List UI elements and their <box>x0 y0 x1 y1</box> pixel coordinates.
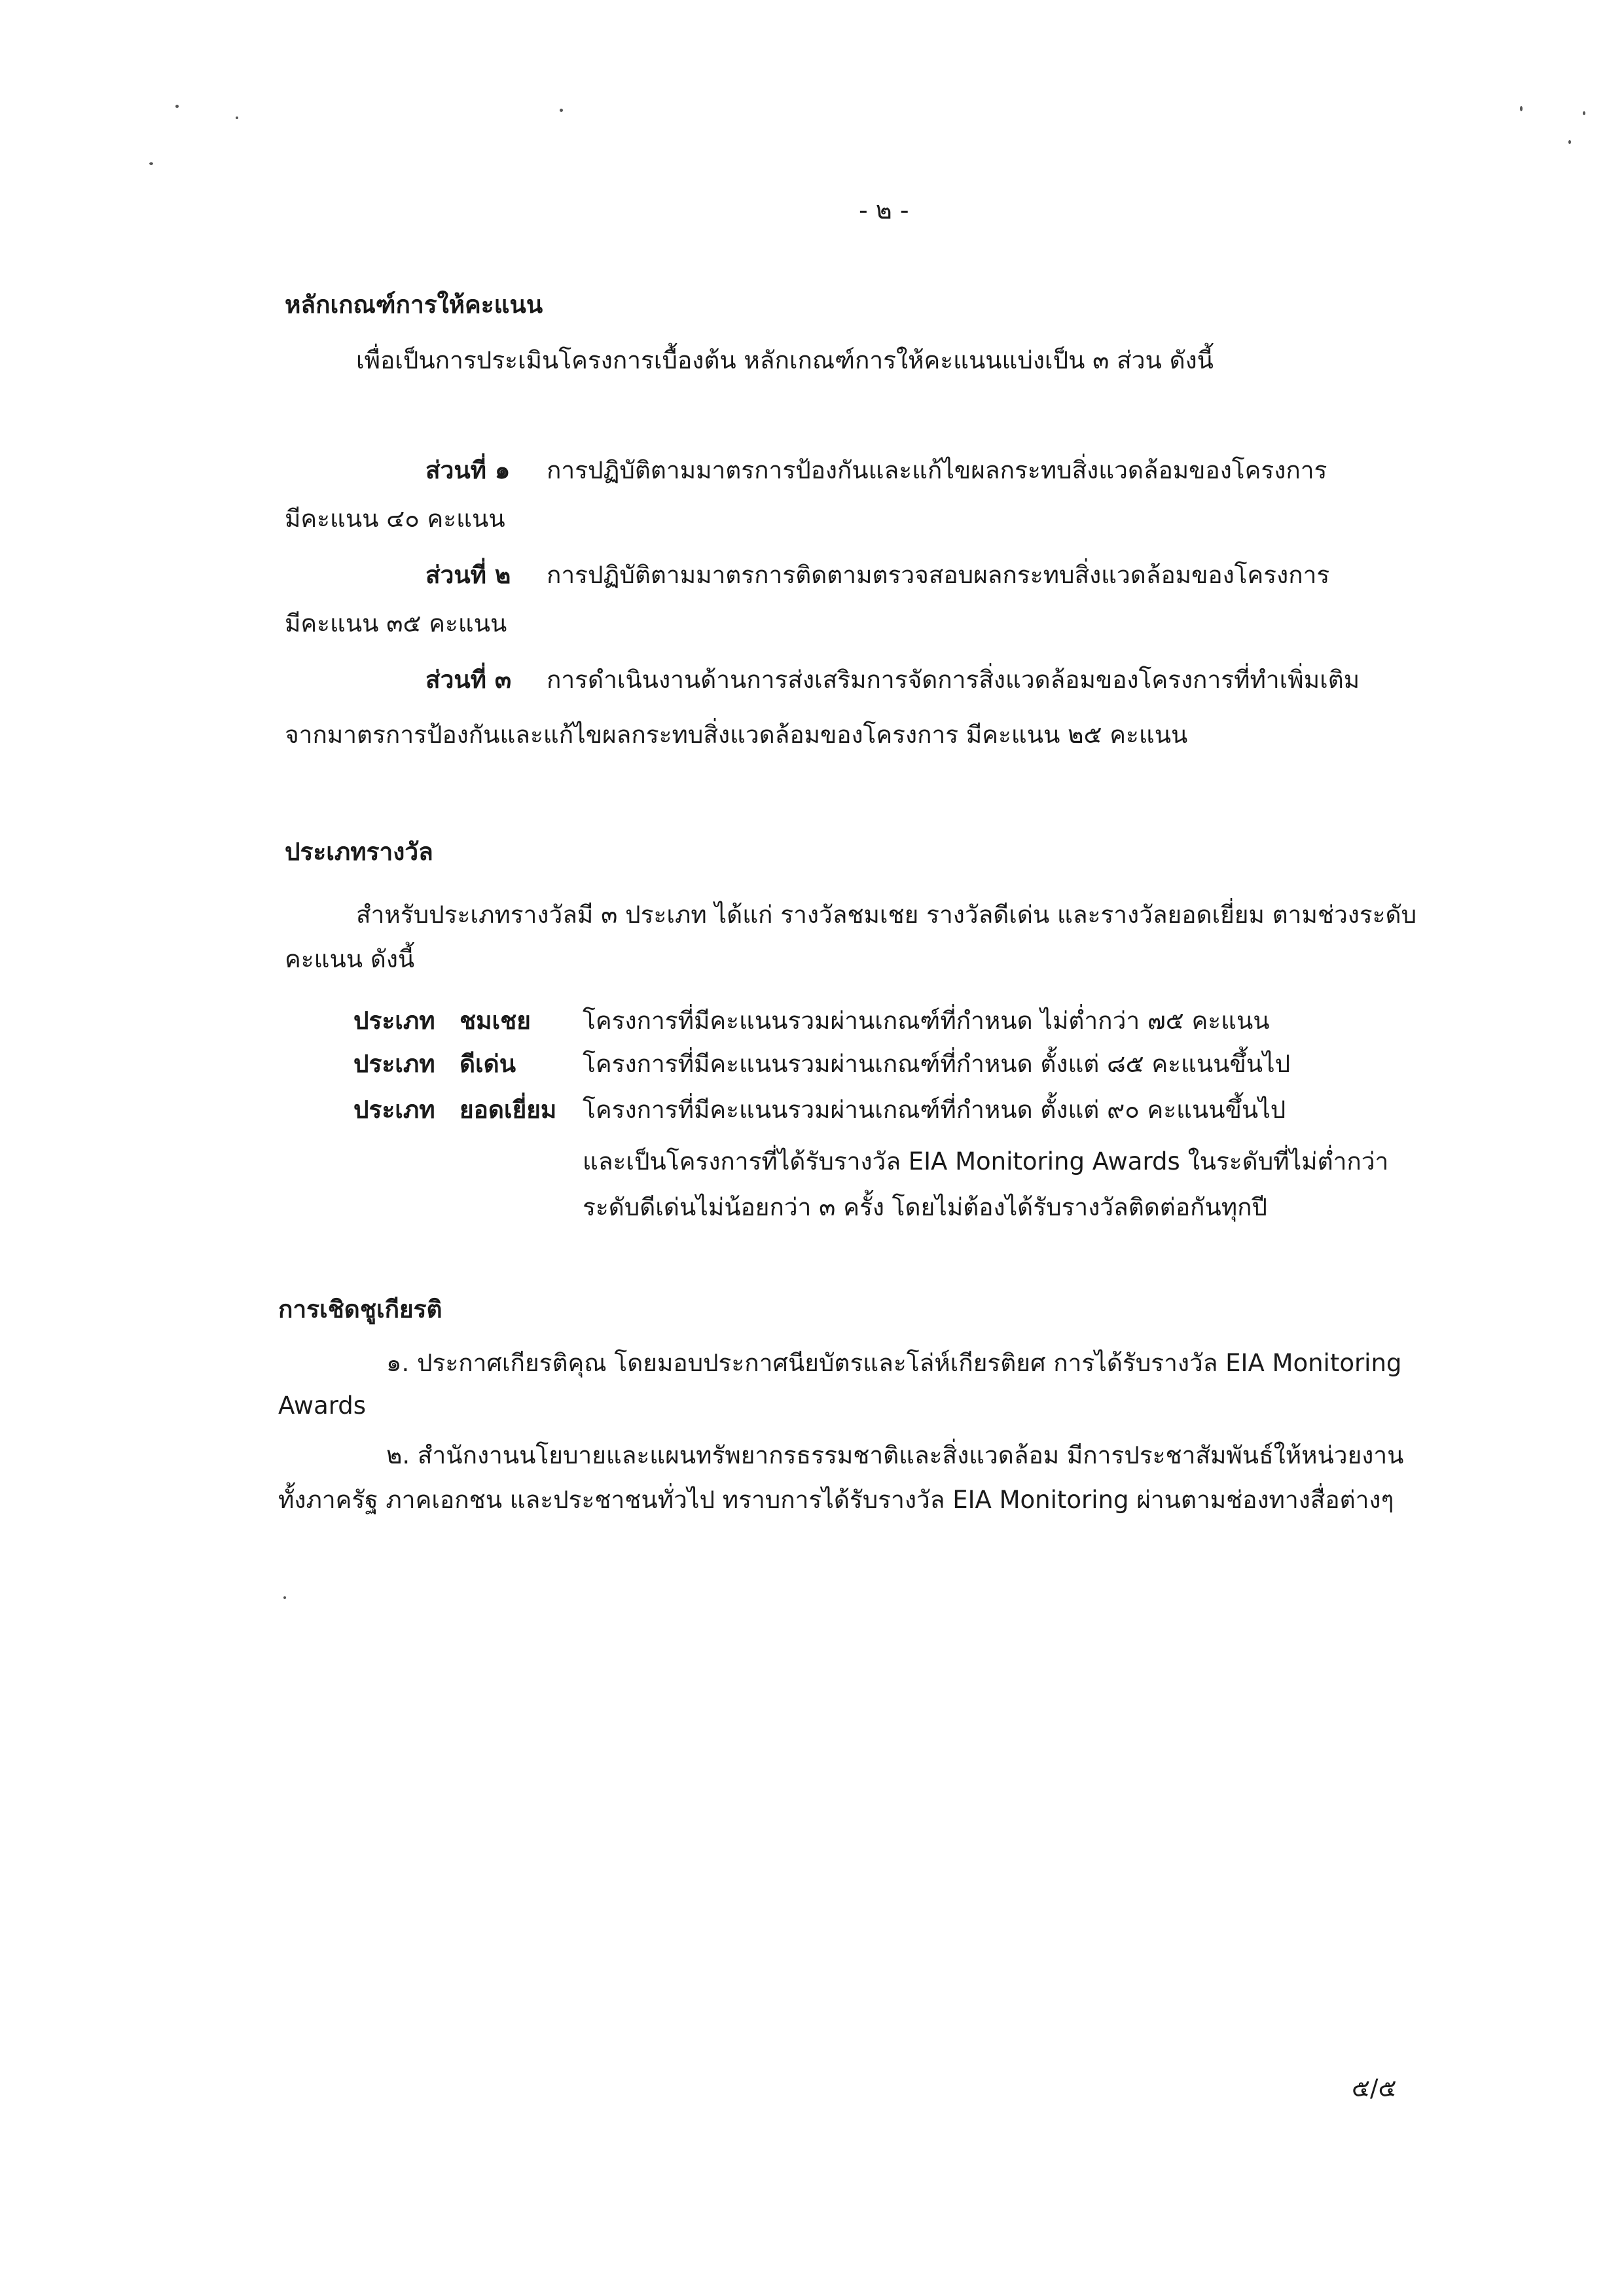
part-2-text: การปฏิบัติตามมาตรการติดตามตรวจสอบผลกระทบสิ่งแวดล้อมของโครงการ <box>547 561 1330 589</box>
scan-speck <box>1520 106 1523 111</box>
honor-item-1-line2: Awards <box>278 1391 367 1420</box>
part-3-score: จากมาตรการป้องกันและแก้ไขผลกระทบสิ่งแวดล้อมของโครงการ มีคะแนน ๒๕ คะแนน <box>285 721 1188 749</box>
award-type-3-desc-line1: โครงการที่มีคะแนนรวมผ่านเกณฑ์ที่กำหนด ตั้งแต่ ๙๐ คะแนนขึ้นไป <box>583 1096 1286 1124</box>
footer-page-ref: ๕/๕ <box>1352 2074 1397 2102</box>
award-type-1-desc: โครงการที่มีคะแนนรวมผ่านเกณฑ์ที่กำหนด ไม่ต่ำกว่า ๗๕ คะแนน <box>583 1007 1270 1035</box>
awards-heading: ประเภทรางวัล <box>285 838 433 866</box>
criteria-intro: เพื่อเป็นการประเมินโครงการเบื้องต้น หลักเกณฑ์การให้คะแนนแบ่งเป็น ๓ ส่วน ดังนี้ <box>356 346 1214 374</box>
scan-speck <box>1568 140 1571 144</box>
scan-speck <box>1583 111 1585 115</box>
part-3-label: ส่วนที่ ๓ <box>425 666 512 694</box>
part-2-label: ส่วนที่ ๒ <box>425 561 511 589</box>
part-1-score: มีคะแนน ๔๐ คะแนน <box>285 505 505 533</box>
criteria-heading: หลักเกณฑ์การให้คะแนน <box>285 291 543 319</box>
award-type-3-name: ยอดเยี่ยม <box>460 1096 557 1124</box>
awards-intro-line2: คะแนน ดังนี้ <box>285 945 415 973</box>
scan-speck <box>149 162 153 165</box>
scan-speck <box>560 109 563 112</box>
honor-item-2-line1: ๒. สำนักงานนโยบายและแผนทรัพยากรธรรมชาติและสิ่งแวดล้อม มีการประชาสัมพันธ์ให้หน่วยงาน <box>386 1441 1404 1469</box>
awards-intro-line1: สำหรับประเภทรางวัลมี ๓ ประเภท ได้แก่ รางวัลชมเชย รางวัลดีเด่น และรางวัลยอดเยี่ยม ตามช่วงระดับ <box>356 901 1417 929</box>
award-type-2-name: ดีเด่น <box>460 1050 516 1078</box>
award-type-1-name: ชมเชย <box>460 1007 531 1035</box>
part-1-label: ส่วนที่ ๑ <box>425 456 511 484</box>
award-type-3-desc-line2: และเป็นโครงการที่ได้รับรางวัล EIA Monitoring Awards ในระดับที่ไม่ต่ำกว่า <box>583 1147 1389 1175</box>
scan-speck <box>283 1596 286 1599</box>
award-type-3-desc-line3: ระดับดีเด่นไม่น้อยกว่า ๓ ครั้ง โดยไม่ต้องได้รับรางวัลติดต่อกันทุกปี <box>583 1193 1268 1221</box>
award-type-2-desc: โครงการที่มีคะแนนรวมผ่านเกณฑ์ที่กำหนด ตั้งแต่ ๘๕ คะแนนขึ้นไป <box>583 1050 1291 1078</box>
part-1-text: การปฏิบัติตามมาตรการป้องกันและแก้ไขผลกระทบสิ่งแวดล้อมของโครงการ <box>547 456 1327 484</box>
part-2-score: มีคะแนน ๓๕ คะแนน <box>285 609 507 637</box>
honor-item-1-line1: ๑. ประกาศเกียรติคุณ โดยมอบประกาศนียบัตรและโล่ห์เกียรติยศ การได้รับรางวัล EIA Monitoring <box>386 1349 1402 1377</box>
honor-item-2-line2: ทั้งภาครัฐ ภาคเอกชน และประชาชนทั่วไป ทราบการได้รับรางวัล EIA Monitoring ผ่านตามช่องทางสื่อต่างๆ <box>278 1486 1394 1514</box>
scan-speck <box>175 105 179 108</box>
page-number: - ๒ - <box>859 196 909 224</box>
honor-heading: การเชิดชูเกียรติ <box>278 1295 442 1323</box>
scan-speck <box>236 117 238 119</box>
award-type-2-prefix: ประเภท <box>353 1050 435 1078</box>
part-3-text: การดำเนินงานด้านการส่งเสริมการจัดการสิ่งแวดล้อมของโครงการที่ทำเพิ่มเติม <box>547 666 1360 694</box>
award-type-1-prefix: ประเภท <box>353 1007 435 1035</box>
award-type-3-prefix: ประเภท <box>353 1096 435 1124</box>
